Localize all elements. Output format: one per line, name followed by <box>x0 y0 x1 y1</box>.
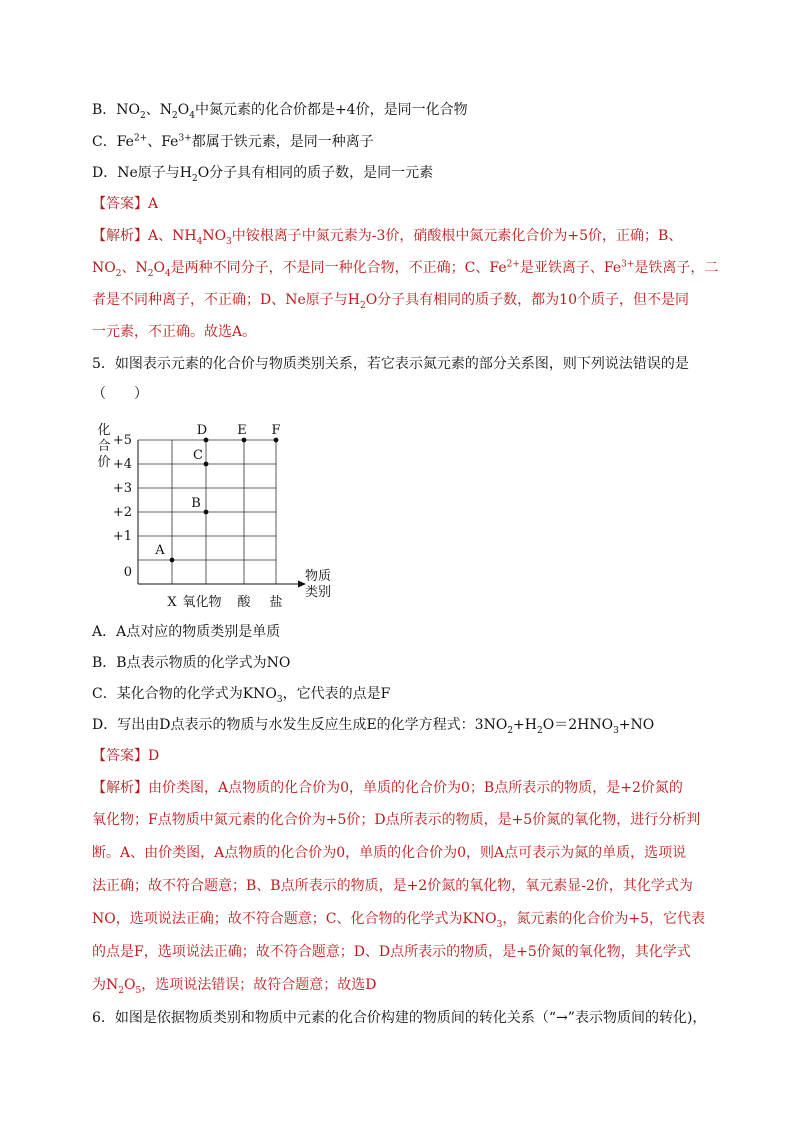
analysis-2-line-1: 【解析】由价类图，A点物质的化合价为0，单质的化合价为0；B点所表示的物质，是+2价氮的 <box>92 780 683 796</box>
q5-option-c: C．某化合物的化学式为$KNO_3$，它代表的点是F <box>92 686 391 705</box>
analysis-2-line-4: 法正确；故不符合题意；B、B点所表示的物质，是+2价氮的氧化物，氧元素显-2价，其化学式为 <box>92 878 693 894</box>
x-tick-label: 氧化物 <box>182 595 222 608</box>
analysis-2-line-2: 氧化物；F点物质中氮元素的化合价为+5价；D点所表示的物质，是+5价氮的氧化物，进行分析判 <box>92 812 701 828</box>
y-tick-label: +1 <box>112 529 132 544</box>
y-axis-label-char: 价 <box>97 455 111 470</box>
point-E <box>242 438 247 443</box>
option-d: D．Ne原子与$H_2O$分子具有相同的质子数，是同一元素 <box>92 165 434 184</box>
analysis-2-line-7: 为$N_2O_5$，选项说法错误；故符合题意；故选D <box>92 977 377 996</box>
point-C <box>204 462 209 467</box>
point-F <box>274 438 279 443</box>
x-tick-label: 酸 <box>237 595 251 608</box>
option-b: B．$NO_2$、$N_2O_4$中氮元素的化合价都是+4价，是同一化合物 <box>92 102 468 121</box>
x-tick-label: 盐 <box>269 595 283 608</box>
x-tick-label: X <box>167 595 177 608</box>
chart-axes <box>138 440 306 588</box>
data-points <box>154 423 280 562</box>
y-tick-label: +2 <box>112 505 132 520</box>
analysis-2-line-5: NO，选项说法正确；故不符合题意；C、化合物的化学式为$KNO_3$，氮元素的化合价为+5，它代表 <box>92 911 705 930</box>
valence-category-chart <box>80 418 340 608</box>
point-label: D <box>196 423 208 438</box>
analysis-2-line-3: 断。A、由价类图，A点物质的化合价为0，单质的化合价为0，则A点可表示为氮的单质，选项说 <box>92 845 687 861</box>
point-label: E <box>237 423 247 438</box>
option-c: C．$Fe^{2+}$、$Fe^{3+}$都属于铁元素，是同一种离子 <box>92 133 374 150</box>
y-tick-label: 0 <box>123 565 132 580</box>
x-tick-labels <box>167 594 282 608</box>
point-D <box>204 438 209 443</box>
question-5-stem: 5．如图表示元素的化合价与物质类别关系，若它表示氮元素的部分关系图，则下列说法错误的是 <box>92 356 689 372</box>
point-label: C <box>193 448 203 463</box>
axis-labels <box>97 423 331 600</box>
point-label: B <box>191 496 201 511</box>
y-tick-labels <box>113 433 132 580</box>
point-label: F <box>271 423 281 438</box>
x-axis-label-1: 物质 <box>304 569 332 584</box>
q5-option-d: D．写出由D点表示的物质与水发生反应生成E的化学方程式：$3NO_2+H_2O=2HNO_3+NO$ <box>92 717 655 736</box>
analysis-1-line-2: $NO_2$、$N_2O_4$是两种不同分子，不是同一种化合物，不正确；C、$Fe^{2+}$是亚铁离子、$Fe^{3+}$是铁离子，二 <box>92 259 719 279</box>
question-6-stem: 6．如图是依据物质类别和物质中元素的化合价构建的物质间的转化关系（“→”表示物质间的转化)， <box>92 1010 707 1026</box>
y-tick-label: +4 <box>112 457 132 472</box>
analysis-2-line-6: 的点是F，选项说法正确；故不符合题意；D、D点所表示的物质，是+5价氮的氧化物，其化学式 <box>92 944 691 960</box>
y-tick-label: +3 <box>112 481 132 496</box>
answer-2: 【答案】D <box>92 748 160 764</box>
analysis-1-line-4: 一元素，不正确。故选A。 <box>92 324 257 340</box>
point-label: A <box>155 543 165 558</box>
y-axis-label-char: 合 <box>97 439 111 454</box>
q5-option-a: A．A点对应的物质类别是单质 <box>92 624 281 640</box>
question-5-paren: （ ） <box>92 386 148 402</box>
answer-1: 【答案】A <box>92 196 159 212</box>
analysis-1-line-1: 【解析】A、$NH_4NO_3$中铵根离子中氮元素为-3价，硝酸根中氮元素化合价为+5价，正确；B、 <box>92 228 683 247</box>
analysis-1-line-3: 者是不同种离子，不正确；D、Ne原子与$H_2O$分子具有相同的质子数，都为10个质子，但不是同 <box>92 292 689 311</box>
y-tick-label: +5 <box>112 433 132 448</box>
x-axis-label-2: 类别 <box>304 585 332 600</box>
q5-option-b: B．B点表示物质的化学式为NO <box>92 655 291 671</box>
y-axis-label-char: 化 <box>97 423 111 438</box>
point-A <box>170 558 175 563</box>
point-B <box>204 510 209 515</box>
